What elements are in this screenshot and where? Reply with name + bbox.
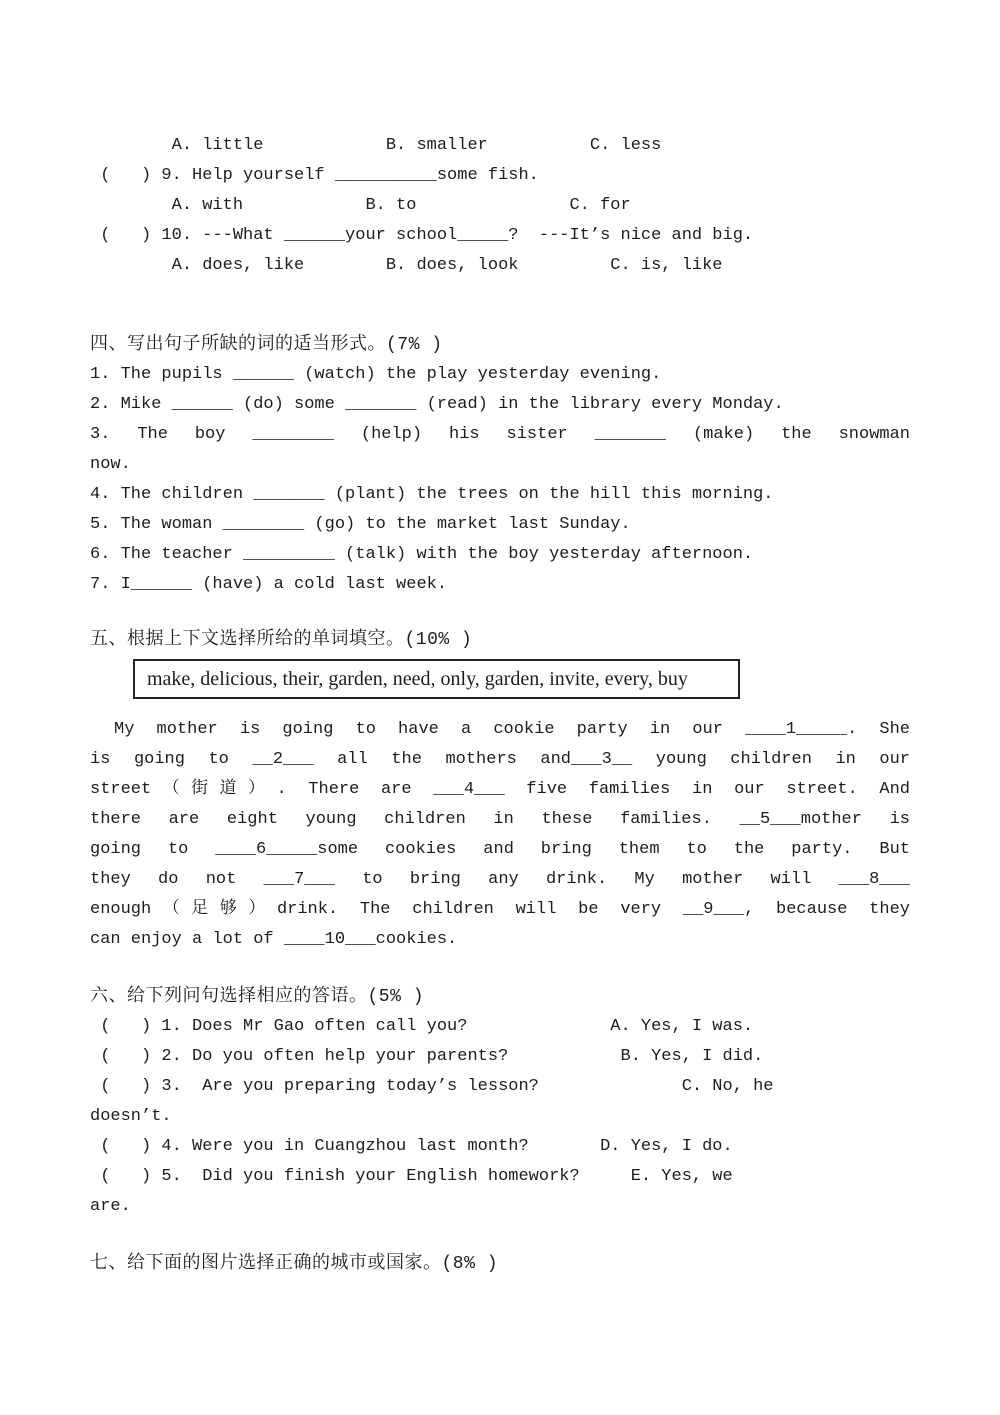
fill-item-5: 5. The woman ________ (go) to the market last Sunday. bbox=[90, 515, 631, 534]
section-6-heading: 六、给下列问句选择相应的答语。(5% ) bbox=[90, 987, 425, 1007]
fill-item-4: 4. The children _______ (plant) the trees on the hill this morning. bbox=[90, 485, 774, 504]
match-item-5-cont: are. bbox=[90, 1197, 131, 1216]
word-bank-box: make, delicious, their, garden, need, only, garden, invite, every, buy bbox=[133, 659, 740, 699]
match-item-3: ( ) 3. Are you preparing today’s lesson? C. No, he bbox=[90, 1077, 774, 1096]
mc-question-9: ( ) 9. Help yourself __________some fish. bbox=[90, 166, 539, 185]
section-5-cloze bbox=[90, 625, 910, 955]
fill-item-3-cont: now. bbox=[90, 455, 131, 474]
cloze-line-3: street（街道）. There are ___4___ five families in our street. And bbox=[90, 780, 910, 799]
cloze-line-5: going to ____6_____some cookies and bring them to the party. But bbox=[90, 840, 910, 859]
cloze-line-7: enough（足够）drink. The children will be very __9___, because they bbox=[90, 900, 910, 919]
fill-item-7: 7. I______ (have) a cold last week. bbox=[90, 575, 448, 594]
cloze-paragraph bbox=[90, 715, 910, 955]
section-4-heading: 四、写出句子所缺的词的适当形式。(7% ) bbox=[90, 335, 443, 355]
multiple-choice-tail bbox=[90, 131, 910, 281]
match-item-5: ( ) 5. Did you finish your English homework? E. Yes, we bbox=[90, 1167, 733, 1186]
section-7-heading: 七、给下面的图片选择正确的城市或国家。(8% ) bbox=[90, 1254, 499, 1274]
mc-options-8: A. little B. smaller C. less bbox=[90, 136, 662, 155]
fill-item-1: 1. The pupils ______ (watch) the play yesterday evening. bbox=[90, 365, 662, 384]
mc-question-10: ( ) 10. ---What ______your school_____? ---It’s nice and big. bbox=[90, 226, 754, 245]
cloze-line-6: they do not ___7___ to bring any drink. My mother will ___8___ bbox=[90, 870, 910, 889]
match-item-4: ( ) 4. Were you in Cuangzhou last month? D. Yes, I do. bbox=[90, 1137, 733, 1156]
fill-item-3: 3. The boy ________ (help) his sister _______ (make) the snowman bbox=[90, 425, 910, 444]
fill-item-2: 2. Mike ______ (do) some _______ (read) in the library every Monday. bbox=[90, 395, 784, 414]
section-6-responses bbox=[90, 982, 910, 1222]
cloze-line-4: there are eight young children in these families. __5___mother is bbox=[90, 810, 910, 829]
section-5-heading: 五、根据上下文选择所给的单词填空。(10% ) bbox=[90, 630, 473, 650]
section-4-word-forms bbox=[90, 330, 910, 600]
fill-item-6: 6. The teacher _________ (talk) with the boy yesterday afternoon. bbox=[90, 545, 754, 564]
match-item-3-cont: doesn’t. bbox=[90, 1107, 172, 1126]
match-item-1: ( ) 1. Does Mr Gao often call you? A. Yes, I was. bbox=[90, 1017, 754, 1036]
match-item-2: ( ) 2. Do you often help your parents? B. Yes, I did. bbox=[90, 1047, 764, 1066]
mc-options-9: A. with B. to C. for bbox=[90, 196, 631, 215]
cloze-line-1: My mother is going to have a cookie party in our ____1_____. She bbox=[114, 720, 910, 739]
mc-options-10: A. does, like B. does, look C. is, like bbox=[90, 256, 723, 275]
section-7-pictures bbox=[90, 1249, 910, 1279]
cloze-line-2: is going to __2___ all the mothers and___3__ young children in our bbox=[90, 750, 910, 769]
cloze-line-8: can enjoy a lot of ____10___cookies. bbox=[90, 930, 458, 949]
